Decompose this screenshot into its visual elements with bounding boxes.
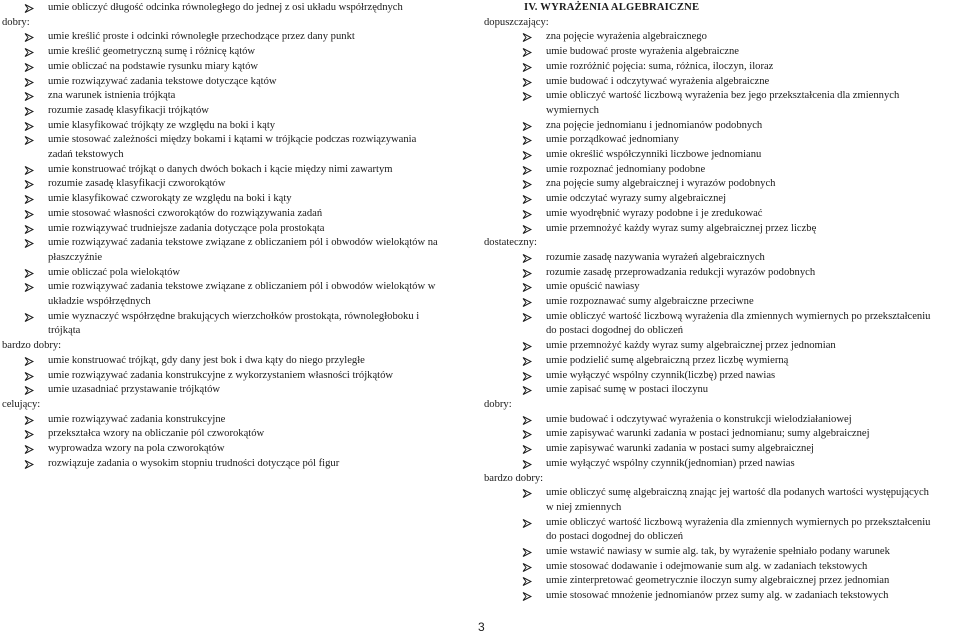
arrow-bullet-icon bbox=[522, 519, 532, 528]
list-item-text: rozumie zasadę klasyfikacji trójkątów bbox=[48, 104, 209, 116]
arrow-bullet-icon bbox=[522, 416, 532, 425]
list-item-text: przekształca wzory na obliczanie pól czworokątów bbox=[48, 428, 265, 440]
list-item-continuation: w niej zmiennych bbox=[546, 501, 622, 513]
arrow-bullet-icon bbox=[24, 33, 34, 42]
arrow-bullet-icon bbox=[24, 357, 34, 366]
arrow-bullet-icon bbox=[522, 225, 532, 234]
list-item bbox=[484, 413, 958, 428]
arrow-bullet-icon bbox=[522, 386, 532, 395]
list-item bbox=[484, 266, 958, 281]
list-item-text: umie podzielić sumę algebraiczną przez liczbę wymierną bbox=[546, 354, 789, 366]
arrow-bullet-icon bbox=[522, 313, 532, 322]
list-item-continuation: układzie współrzędnych bbox=[48, 296, 151, 308]
arrow-bullet-icon bbox=[522, 298, 532, 307]
arrow-bullet-icon bbox=[24, 136, 34, 145]
list-item bbox=[2, 163, 472, 178]
list-item-text: umie zinterpretować geometrycznie iloczyn sumy algebraicznej przez jednomian bbox=[546, 575, 890, 587]
list-item-text: rozwiązuje zadania o wysokim stopniu trudności dotyczące pól figur bbox=[48, 457, 340, 469]
list-item-continuation: trójkąta bbox=[48, 325, 81, 337]
arrow-bullet-icon bbox=[522, 33, 532, 42]
page-number: 3 bbox=[478, 620, 485, 634]
arrow-bullet-icon bbox=[522, 92, 532, 101]
list-item bbox=[2, 207, 472, 222]
list-item bbox=[2, 280, 472, 295]
arrow-bullet-icon bbox=[24, 92, 34, 101]
grade-label: bardzo dobry: bbox=[2, 340, 62, 352]
list-item-text: umie zapisywać warunki zadania w postaci jednomianu; sumy algebraicznej bbox=[546, 428, 870, 440]
list-item-text: umie klasyfikować trójkąty ze względu na boki i kąty bbox=[48, 119, 276, 131]
arrow-bullet-icon bbox=[24, 416, 34, 425]
arrow-bullet-icon bbox=[522, 63, 532, 72]
arrow-bullet-icon bbox=[522, 78, 532, 87]
list-item-text: rozumie zasadę klasyfikacji czworokątów bbox=[48, 178, 226, 190]
arrow-bullet-icon bbox=[24, 48, 34, 57]
arrow-bullet-icon bbox=[522, 136, 532, 145]
list-item bbox=[2, 1, 472, 16]
section-title: IV. WYRAŻENIA ALGEBRAICZNE bbox=[524, 2, 700, 13]
list-item-text: zna pojęcie wyrażenia algebraicznego bbox=[546, 31, 707, 43]
list-item-text: rozumie zasadę nazywania wyrażeń algebraicznych bbox=[546, 251, 765, 263]
list-item-text: umie rozwiązywać zadania konstrukcyjne z wykorzystaniem własności trójkątów bbox=[48, 369, 394, 381]
list-item-text: zna warunek istnienia trójkąta bbox=[48, 90, 176, 102]
right-column bbox=[484, 1, 958, 604]
list-item-text: zna pojęcie jednomianu i jednomianów podobnych bbox=[546, 119, 763, 131]
list-item-text: umie stosować własności czworokątów do rozwiązywania zadań bbox=[48, 207, 323, 219]
list-item-continuation: do postaci dogodnej do obliczeń bbox=[546, 325, 684, 337]
list-item bbox=[484, 60, 958, 75]
list-item-text: umie stosować mnożenie jednomianów przez sumy alg. w zadaniach tekstowych bbox=[546, 590, 889, 602]
list-item-text: umie stosować dodawanie i odejmowanie sum alg. w zadaniach tekstowych bbox=[546, 560, 868, 572]
arrow-bullet-icon bbox=[522, 460, 532, 469]
list-item-text: rozumie zasadę przeprowadzania redukcji wyrazów podobnych bbox=[546, 266, 816, 278]
arrow-bullet-icon bbox=[522, 122, 532, 131]
arrow-bullet-icon bbox=[522, 342, 532, 351]
list-item bbox=[2, 104, 472, 119]
list-item-text: umie rozwiązywać zadania tekstowe dotyczące kątów bbox=[48, 75, 277, 87]
list-item-text: umie obliczyć sumę algebraiczną znając jej wartość dla podanych wartości występujących bbox=[546, 487, 929, 499]
list-item-text: umie budować proste wyrażenia algebraiczne bbox=[546, 46, 739, 58]
list-item bbox=[484, 251, 958, 266]
list-item-text: umie przemnożyć każdy wyraz sumy algebraicznej przez jednomian bbox=[546, 340, 836, 352]
arrow-bullet-icon bbox=[24, 122, 34, 131]
arrow-bullet-icon bbox=[522, 548, 532, 557]
arrow-bullet-icon bbox=[24, 195, 34, 204]
list-item bbox=[484, 192, 958, 207]
list-item bbox=[2, 383, 472, 398]
list-item bbox=[2, 119, 472, 134]
arrow-bullet-icon bbox=[24, 166, 34, 175]
list-item bbox=[2, 45, 472, 60]
left-sections bbox=[2, 16, 472, 472]
list-item-text: wyprowadza wzory na pola czworokątów bbox=[48, 443, 225, 455]
list-item bbox=[484, 560, 958, 575]
list-item bbox=[2, 75, 472, 90]
list-item bbox=[2, 427, 472, 442]
arrow-bullet-icon bbox=[522, 372, 532, 381]
arrow-bullet-icon bbox=[24, 239, 34, 248]
list-item bbox=[2, 60, 472, 75]
list-item-text: umie wyodrębnić wyrazy podobne i je zredukować bbox=[546, 207, 763, 219]
list-item bbox=[484, 339, 958, 354]
list-item-text: umie budować i odczytywać wyrażenia algebraiczne bbox=[546, 75, 770, 87]
arrow-bullet-icon bbox=[24, 386, 34, 395]
arrow-bullet-icon bbox=[522, 254, 532, 263]
list-item-text: zna pojęcie sumy algebraicznej i wyrazów podobnych bbox=[546, 178, 776, 190]
arrow-bullet-icon bbox=[24, 460, 34, 469]
list-item-text: umie wyznaczyć współrzędne brakujących wierzchołków prostokąta, równoległoboku i bbox=[48, 310, 420, 322]
list-item bbox=[2, 266, 472, 281]
list-item-text: umie obliczyć wartość liczbową wyrażenia dla zmiennych wymiernych po przekształceniu bbox=[546, 516, 931, 528]
list-item bbox=[2, 133, 472, 148]
arrow-bullet-icon bbox=[522, 151, 532, 160]
list-item-text: umie obliczyć długość odcinka równoległego do jednej z osi układu współrzędnych bbox=[48, 2, 403, 13]
list-item-text: umie rozróżnić pojęcia: suma, różnica, iloczyn, iloraz bbox=[546, 60, 774, 72]
arrow-bullet-icon bbox=[522, 195, 532, 204]
list-item-continuation: zadań tekstowych bbox=[48, 149, 124, 161]
list-item bbox=[484, 45, 958, 60]
arrow-bullet-icon bbox=[522, 592, 532, 601]
arrow-bullet-icon bbox=[24, 430, 34, 439]
arrow-bullet-icon bbox=[522, 210, 532, 219]
arrow-bullet-icon bbox=[522, 180, 532, 189]
list-item-text: umie opuścić nawiasy bbox=[546, 281, 640, 293]
list-item-text: umie przemnożyć każdy wyraz sumy algebraicznej przez liczbę bbox=[546, 222, 817, 234]
list-item bbox=[2, 457, 472, 472]
list-item-text: umie budować i odczytywać wyrażenia o konstrukcji wielodziałaniowej bbox=[546, 413, 852, 425]
list-item-text: umie stosować zależności między bokami i kątami w trójkącie podczas rozwiązywania bbox=[48, 134, 417, 146]
list-item-continuation: do postaci dogodnej do obliczeń bbox=[546, 531, 684, 543]
arrow-bullet-icon bbox=[522, 445, 532, 454]
arrow-bullet-icon bbox=[522, 489, 532, 498]
list-item bbox=[484, 119, 958, 134]
list-item bbox=[484, 442, 958, 457]
arrow-bullet-icon bbox=[24, 445, 34, 454]
arrow-bullet-icon bbox=[24, 63, 34, 72]
list-item bbox=[2, 310, 472, 325]
list-item-text: umie obliczać na podstawie rysunku miary kątów bbox=[48, 60, 259, 72]
list-item bbox=[484, 369, 958, 384]
list-item bbox=[2, 236, 472, 251]
list-item bbox=[484, 486, 958, 501]
list-item bbox=[2, 192, 472, 207]
arrow-bullet-icon bbox=[522, 430, 532, 439]
grade-label: dostateczny: bbox=[484, 237, 537, 249]
list-item-text: umie klasyfikować czworokąty ze względu na boki i kąty bbox=[48, 193, 292, 205]
list-item-text: umie wyłączyć wspólny czynnik(liczbę) przed nawias bbox=[546, 369, 776, 381]
list-item-text: umie rozpoznawać sumy algebraiczne przeciwne bbox=[546, 296, 754, 308]
list-item-continuation: płaszczyźnie bbox=[48, 251, 103, 263]
list-item bbox=[2, 442, 472, 457]
list-item-text: umie obliczyć wartość liczbową wyrażenia bez jego przekształcenia dla zmiennych bbox=[546, 90, 900, 102]
left-column bbox=[2, 1, 472, 472]
arrow-bullet-icon bbox=[522, 357, 532, 366]
list-item bbox=[484, 574, 958, 589]
grade-label: bardzo dobry: bbox=[484, 472, 544, 484]
list-item-text: umie konstruować trójkąt, gdy dany jest bok i dwa kąty do niego przyległe bbox=[48, 354, 365, 366]
arrow-bullet-icon bbox=[522, 166, 532, 175]
arrow-bullet-icon bbox=[24, 4, 34, 13]
list-item-text: umie rozwiązywać trudniejsze zadania dotyczące pola prostokąta bbox=[48, 222, 325, 234]
list-item-text: umie wyłączyć wspólny czynnik(jednomian) przed nawias bbox=[546, 457, 795, 469]
list-item bbox=[484, 354, 958, 369]
list-item bbox=[484, 427, 958, 442]
arrow-bullet-icon bbox=[522, 577, 532, 586]
grade-label: dopuszczający: bbox=[484, 16, 549, 28]
arrow-bullet-icon bbox=[24, 283, 34, 292]
arrow-bullet-icon bbox=[24, 78, 34, 87]
arrow-bullet-icon bbox=[24, 210, 34, 219]
list-item bbox=[484, 383, 958, 398]
list-item bbox=[484, 207, 958, 222]
arrow-bullet-icon bbox=[24, 313, 34, 322]
list-item-text: umie zapisać sumę w postaci iloczynu bbox=[546, 384, 709, 396]
list-item-text: umie uzasadniać przystawanie trójkątów bbox=[48, 384, 221, 396]
list-item-text: umie wstawić nawiasy w sumie alg. tak, by wyrażenie spełniało podany warunek bbox=[546, 546, 890, 558]
grade-label: celujący: bbox=[2, 398, 41, 410]
list-item-text: umie kreślić geometryczną sumę i różnicę kątów bbox=[48, 46, 256, 58]
list-item bbox=[484, 30, 958, 45]
list-item bbox=[484, 295, 958, 310]
list-item bbox=[484, 280, 958, 295]
list-item-text: umie określić współczynniki liczbowe jednomianu bbox=[546, 149, 762, 161]
arrow-bullet-icon bbox=[24, 269, 34, 278]
arrow-bullet-icon bbox=[522, 48, 532, 57]
arrow-bullet-icon bbox=[24, 372, 34, 381]
grade-label: dobry: bbox=[2, 16, 30, 28]
list-item bbox=[484, 516, 958, 531]
list-item-text: umie odczytać wyrazy sumy algebraicznej bbox=[546, 193, 727, 205]
list-item-text: umie kreślić proste i odcinki równoległe przechodzące przez dany punkt bbox=[48, 31, 355, 43]
list-item bbox=[484, 222, 958, 237]
list-item bbox=[484, 163, 958, 178]
list-item-text: umie konstruować trójkąt o danych dwóch bokach i kącie między nimi zawartym bbox=[48, 163, 393, 175]
list-item-continuation: wymiernych bbox=[546, 104, 599, 116]
list-item-text: umie rozwiązywać zadania tekstowe związane z obliczaniem pól i obwodów wielokątów na bbox=[48, 237, 438, 249]
list-item bbox=[2, 30, 472, 45]
list-item bbox=[484, 148, 958, 163]
list-item-text: umie porządkować jednomiany bbox=[546, 134, 679, 146]
arrow-bullet-icon bbox=[24, 225, 34, 234]
list-item bbox=[2, 369, 472, 384]
list-item-text: umie zapisywać warunki zadania w postaci sumy algebraicznej bbox=[546, 443, 814, 455]
list-item-text: umie obliczać pola wielokątów bbox=[48, 266, 181, 278]
list-item bbox=[2, 354, 472, 369]
arrow-bullet-icon bbox=[522, 563, 532, 572]
list-item bbox=[484, 457, 958, 472]
list-item-text: umie rozpoznać jednomiany podobne bbox=[546, 163, 706, 175]
list-item bbox=[484, 75, 958, 90]
list-item bbox=[484, 310, 958, 325]
list-item bbox=[484, 545, 958, 560]
list-item bbox=[2, 89, 472, 104]
arrow-bullet-icon bbox=[522, 283, 532, 292]
list-item bbox=[484, 133, 958, 148]
arrow-bullet-icon bbox=[24, 180, 34, 189]
list-item-text: umie obliczyć wartość liczbową wyrażenia dla zmiennych wymiernych po przekształceniu bbox=[546, 310, 931, 322]
grade-label: dobry: bbox=[484, 398, 512, 410]
list-item bbox=[2, 177, 472, 192]
list-item-text: umie rozwiązywać zadania tekstowe związane z obliczaniem pól i obwodów wielokątów w bbox=[48, 281, 436, 293]
right-sections bbox=[484, 16, 958, 604]
list-item bbox=[484, 177, 958, 192]
list-item-text: umie rozwiązywać zadania konstrukcyjne bbox=[48, 413, 226, 425]
list-item bbox=[2, 222, 472, 237]
arrow-bullet-icon bbox=[24, 107, 34, 116]
list-item bbox=[484, 589, 958, 604]
list-item bbox=[2, 413, 472, 428]
list-item bbox=[484, 89, 958, 104]
arrow-bullet-icon bbox=[522, 269, 532, 278]
